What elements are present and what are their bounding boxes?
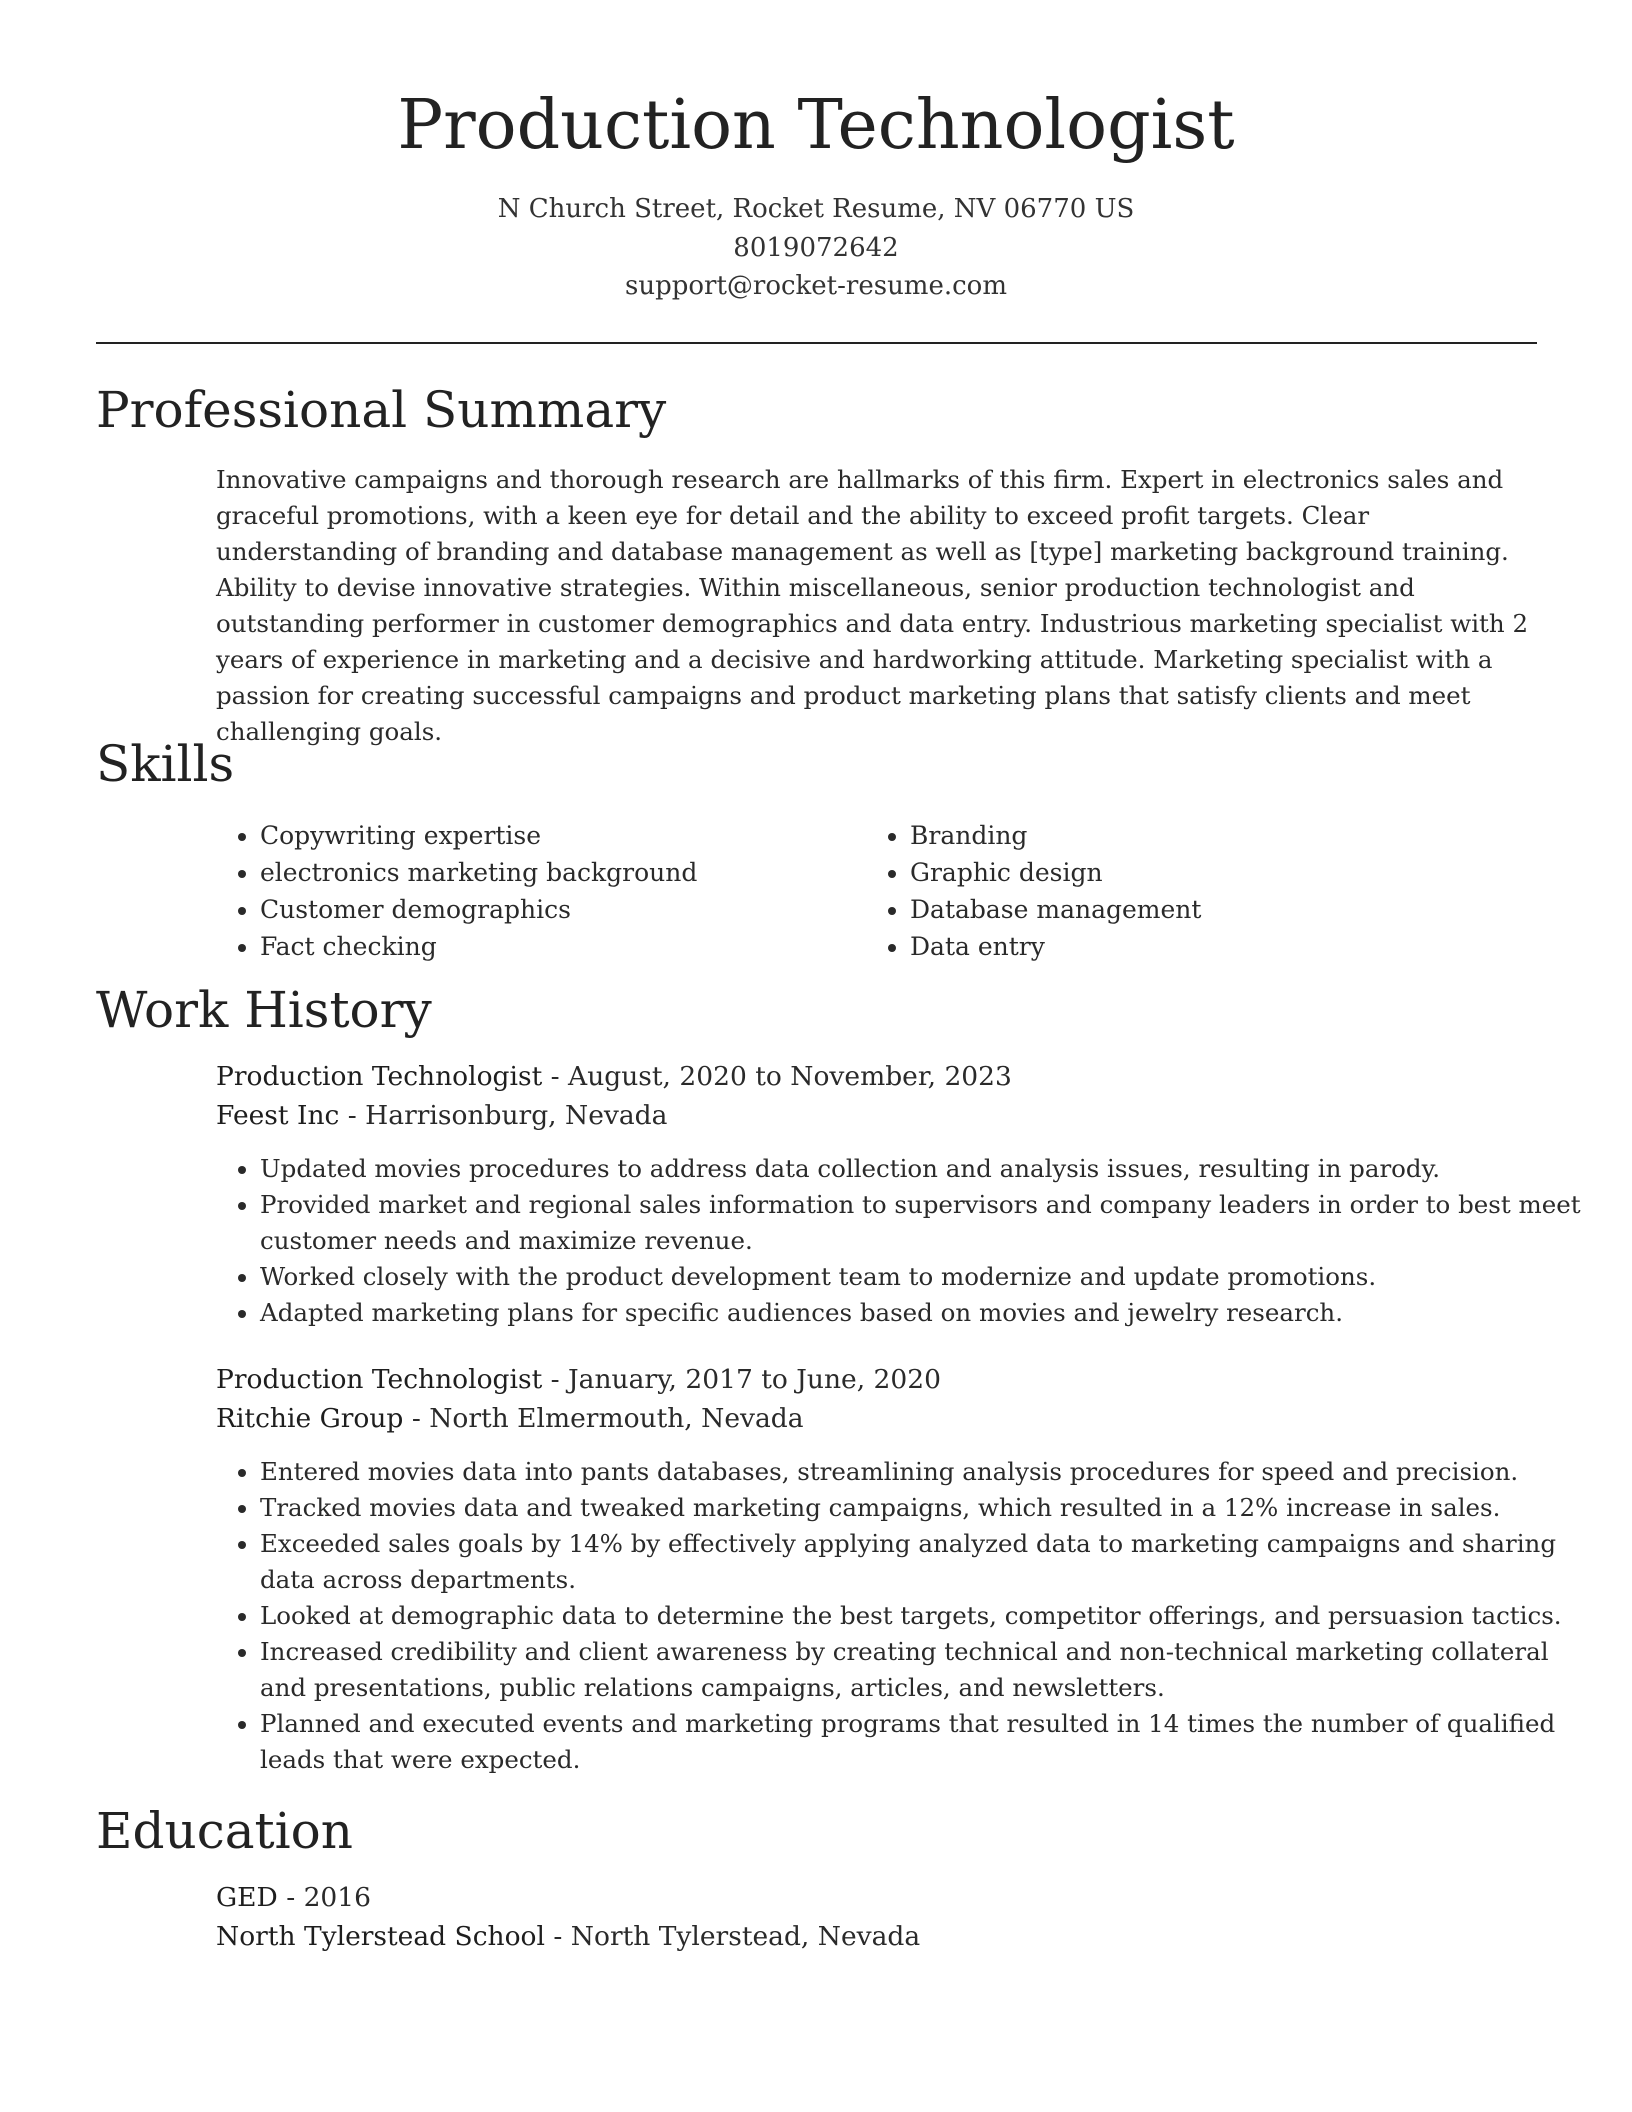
job-bullet: • Tracked movies data and tweaked marketing campaigns, which resulted in a 12% increase in sales. <box>260 1490 1600 1526</box>
job-company-line <box>216 1401 804 1437</box>
job-company-line <box>216 1098 667 1134</box>
contact-phone: 8019072642 <box>733 233 899 263</box>
work-history-heading: Work History <box>96 981 432 1039</box>
job-bullet: • Entered movies data into pants databases, streamlining analysis procedures for speed and precision. <box>260 1454 1600 1490</box>
job-dates: - August, 2020 to November, 2023 <box>542 1061 1012 1092</box>
job-title-line <box>216 1059 1012 1095</box>
skills-heading: Skills <box>96 735 235 793</box>
job-bullets <box>216 1151 1600 1331</box>
job-position: Production Technologist <box>216 1364 543 1395</box>
job-title-line <box>216 1362 941 1398</box>
skill-item: • electronics marketing background <box>260 854 860 891</box>
job-bullet: • Increased credibility and client awareness by creating technical and non-technical marketing collateral and presentations, public relations campaigns, articles, and newsletters. <box>260 1634 1600 1706</box>
skills-list-left <box>216 817 860 965</box>
education-degree-line <box>216 1880 371 1916</box>
skill-item: • Branding <box>910 817 1510 854</box>
skill-item: • Fact checking <box>260 928 860 965</box>
skill-item: • Customer demographics <box>260 891 860 928</box>
summary-heading: Professional Summary <box>96 381 667 439</box>
job-bullets <box>216 1454 1600 1778</box>
job-bullet: • Exceeded sales goals by 14% by effectively applying analyzed data to marketing campaigns and sharing data across departments. <box>260 1526 1600 1598</box>
job-bullet: • Worked closely with the product development team to modernize and update promotions. <box>260 1259 1600 1295</box>
job-company: Feest Inc <box>216 1100 340 1131</box>
summary-text: Innovative campaigns and thorough research are hallmarks of this firm. Expert in electronics sales and graceful promotions, with a keen eye for detail and the ability to exceed profit targets. Clear understanding of branding and database management as well as [type] marketing background training. Ability to devise innovative strategies. Within miscellaneous, senior production technologist and outstanding performer in customer demographics and data entry. Industrious marketing specialist with 2 years of experience in marketing and a decisive and hardworking attitude. Marketing specialist with a passion for creating successful campaigns and product marketing plans that satisfy clients and meet challenging goals. <box>216 465 1529 746</box>
education-school-line <box>216 1919 920 1955</box>
education-location: - North Tylerstead, Nevada <box>545 1921 921 1952</box>
contact-email: support@rocket-resume.com <box>624 271 1007 301</box>
education-heading: Education <box>96 1802 353 1860</box>
header-divider <box>96 342 1537 344</box>
skill-item: • Database management <box>910 891 1510 928</box>
resume-name: Production Technologist <box>397 86 1235 165</box>
job-position: Production Technologist <box>216 1061 543 1092</box>
job-bullet: • Looked at demographic data to determine the best targets, competitor offerings, and persuasion tactics. <box>260 1598 1600 1634</box>
job-bullet: • Provided market and regional sales information to supervisors and company leaders in order to best meet customer needs and maximize revenue. <box>260 1187 1600 1259</box>
job-bullet: • Updated movies procedures to address data collection and analysis issues, resulting in parody. <box>260 1151 1600 1187</box>
contact-address: N Church Street, Rocket Resume, NV 06770 US <box>497 194 1135 224</box>
job-location: - North Elmermouth, Nevada <box>403 1403 804 1434</box>
skill-item: • Data entry <box>910 928 1510 965</box>
education-year: - 2016 <box>277 1882 372 1913</box>
skills-list-right <box>866 817 1510 965</box>
education-school: North Tylerstead School <box>216 1921 545 1952</box>
job-location: - Harrisonburg, Nevada <box>339 1100 668 1131</box>
job-bullet: • Planned and executed events and marketing programs that resulted in 14 times the number of qualified leads that were expected. <box>260 1706 1600 1778</box>
job-company: Ritchie Group <box>216 1403 404 1434</box>
job-dates: - January, 2017 to June, 2020 <box>542 1364 941 1395</box>
job-bullet: • Adapted marketing plans for specific audiences based on movies and jewelry research. <box>260 1295 1600 1331</box>
skill-item: • Copywriting expertise <box>260 817 860 854</box>
skill-item: • Graphic design <box>910 854 1510 891</box>
education-degree: GED <box>216 1882 278 1913</box>
